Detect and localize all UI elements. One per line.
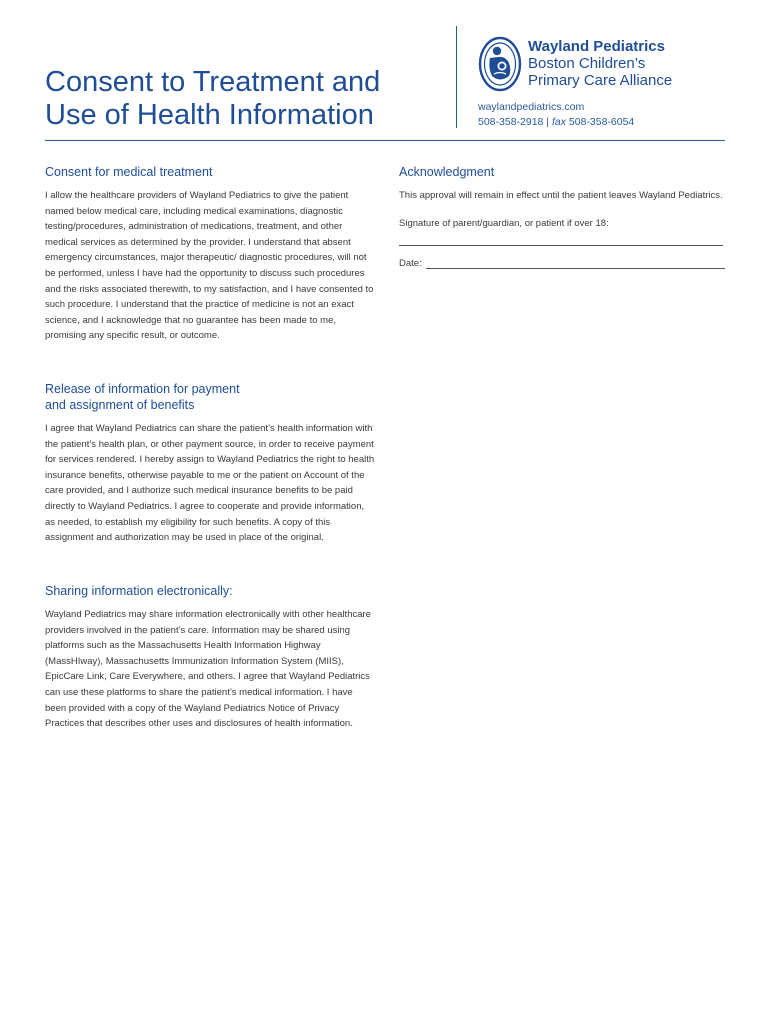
logo-wordmark-line-2: Boston Children’s — [528, 55, 646, 72]
right-column — [399, 164, 725, 269]
header-horizontal-divider — [45, 140, 725, 141]
release-heading — [45, 381, 375, 413]
mother-child-emblem-icon — [478, 36, 522, 92]
fax-number: 508-358-6054 — [565, 116, 635, 128]
sharing-section — [45, 583, 375, 732]
contact-separator: | — [543, 116, 552, 128]
wayland-pediatrics-logo — [478, 36, 728, 96]
consent-section — [45, 164, 375, 344]
phone-fax-line — [478, 115, 634, 130]
date-line[interactable] — [426, 258, 725, 269]
acknowledgment-body: This approval will remain in effect until the patient leaves Wayland Pediatrics. — [399, 190, 723, 201]
header-vertical-divider — [456, 26, 457, 128]
release-body: I agree that Wayland Pediatrics can share the patient’s health information with the patient’s health plan, or other payment source, in order to receive payment for services rendered. I hereby assign to Wayland Pediatrics the right to health insurance benefits, otherwise payable to me or the patient on Account of the care provided, and I authorize such medical insurance benefits to be paid directly to Wayland Pediatrics. I agree to cooperate and provide information, as needed, to establish my eligibility for such benefits. A copy of this assignment and authorization may be used in place of the original. — [45, 423, 375, 544]
phone-number: 508-358-2918 — [478, 116, 544, 128]
logo-text — [528, 38, 672, 89]
date-row — [399, 258, 725, 269]
date-label: Date: — [399, 257, 422, 269]
sharing-heading: Sharing information electronically: — [45, 584, 233, 598]
consent-heading: Consent for medical treatment — [45, 165, 213, 179]
contact-info — [478, 100, 634, 130]
website-link[interactable]: waylandpediatrics.com — [478, 101, 585, 113]
consent-body: I allow the healthcare providers of Wayland Pediatrics to give the patient named below medical care, including medical examinations, diagnostic testing/procedures, administration of medications, treatment, and other medical services as determined by the provider. I understand that absent emergency circumstances, major therapeutic/ diagnostic procedures, will not be performed, unless I have had the opportunity to discuss such procedures and the risks associated therewith, to my satisfaction, and I have consented to such procedure. I understand that the practice of medicine is not an exact science, and I acknowledge that no guarantee has been made to me, promising any specific result, or outcome. — [45, 190, 374, 342]
signature-line[interactable] — [399, 245, 723, 246]
sharing-body: Wayland Pediatrics may share information electronically with other healthcare providers involved in the patient’s care. Information may be shared using platforms such as the Massachusetts Health Information Highway (MassHIway), Massachusetts Immunization Information System (MIIS), EpicCare Link, Care Everywhere, and others. I agree that Wayland Pediatrics can use these platforms to share the patient’s medical information. I have been provided with a copy of the Wayland Pediatrics Notice of Privacy Practices that describes other uses and disclosures of health information. — [45, 609, 371, 730]
signature-label: Signature of parent/guardian, or patient if over 18: — [399, 217, 609, 229]
page-title — [45, 66, 425, 132]
release-heading-line-1: Release of information for payment — [45, 382, 240, 396]
fax-label: fax — [551, 116, 566, 128]
logo-wordmark-line-3: Primary Care Alliance — [528, 72, 673, 89]
page-title-line-1: Consent to Treatment and — [45, 66, 381, 98]
release-heading-line-2: and assignment of benefits — [45, 398, 195, 412]
release-section — [45, 381, 375, 546]
logo-wordmark-line-1: Wayland Pediatrics — [528, 38, 665, 55]
acknowledgment-heading: Acknowledgment — [399, 165, 495, 179]
page-title-line-2: Use of Health Information — [45, 99, 374, 131]
